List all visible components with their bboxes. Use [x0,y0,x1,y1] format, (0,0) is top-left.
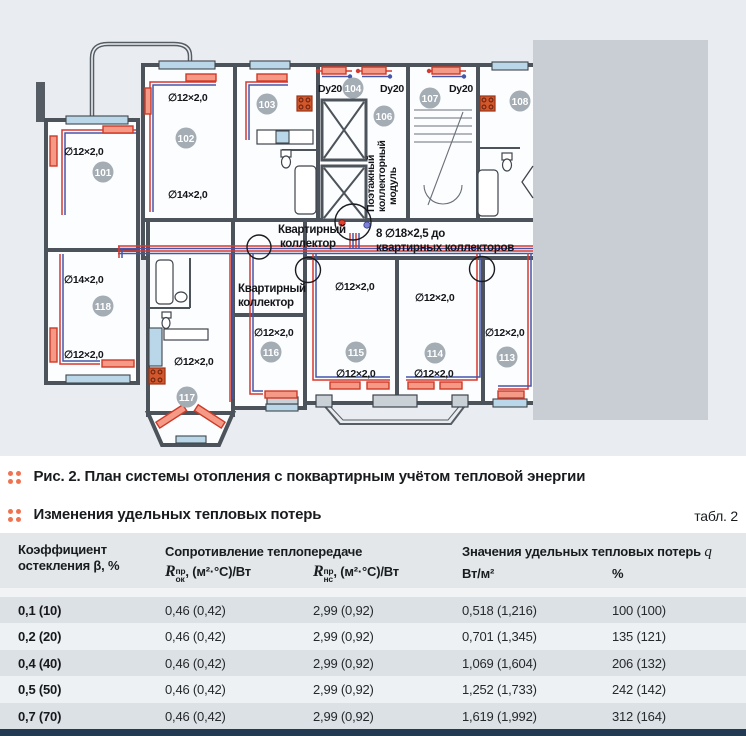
pipe-label: ∅12×2,0 [64,146,104,158]
room-badge-114 [425,343,446,364]
svg-text:114: 114 [426,349,444,360]
return-dot [364,222,370,228]
dy20-label: Dy20 [380,83,404,95]
stove-117 [149,368,165,384]
riser-note: 8 ∅18×2,5 до [376,228,446,240]
pipe-label: ∅12×2,0 [336,368,376,380]
table-cell: 0,46 (0,42) [165,629,226,645]
table-row [0,676,746,702]
table-row [0,623,746,649]
room-badge-113 [497,347,518,368]
table-cell: 2,99 (0,92) [313,629,374,645]
group-header-losses: Значения удельных тепловых потерь q [462,544,712,560]
svg-text:101: 101 [94,168,112,179]
room-badge-116 [261,342,282,363]
svg-text:106: 106 [375,112,393,123]
table-cell: 2,99 (0,92) [313,708,374,724]
svg-text:Поэтажный: Поэтажный [365,155,377,212]
table-body [0,597,746,729]
pipe-label: ∅12×2,0 [335,281,375,293]
apartment-collector-label: Квартирный [238,283,306,295]
bullet-dots-icon [8,509,21,522]
dy20-label: Dy20 [449,83,473,95]
table-row [0,650,746,676]
subheader-r-ns: R пр нс , (м²·°С)/Вт [313,563,399,584]
toilet-108 [503,159,512,171]
room-badge-107 [420,88,441,109]
table-cell: 0,7 (70) [18,708,62,724]
room-114 [397,258,483,403]
table-cell: 0,46 (0,42) [165,708,226,724]
svg-text:107: 107 [421,94,439,105]
table-cell: 0,2 (20) [18,629,62,645]
table-cell: 135 (121) [612,629,666,645]
table-cell: 2,99 (0,92) [313,655,374,671]
table-row [0,597,746,623]
table-cell: 0,46 (0,42) [165,655,226,671]
table-row [0,703,746,729]
pipe-label: ∅12×2,0 [254,327,294,339]
room-101 [46,120,138,250]
table-caption [8,506,321,523]
dy20-label: Dy20 [318,83,342,95]
subheader-wt-m2: Вт/м² [462,566,495,581]
figure-label: Рис. 2. [33,468,81,485]
room-115 [305,258,397,403]
svg-text:коллектор: коллектор [238,297,294,309]
table-cell: 206 (132) [612,655,666,671]
room-badge-118 [93,296,114,317]
svg-text:117: 117 [178,393,196,404]
table-cell: 0,518 (1,216) [462,603,537,618]
svg-text:118: 118 [94,302,112,313]
table-cell: 0,4 (40) [18,655,62,671]
table-cell: 100 (100) [612,603,666,618]
svg-text:103: 103 [258,100,276,111]
table-cell: 2,99 (0,92) [313,682,374,698]
subheader-percent: % [612,566,624,581]
table-cell: 1,619 (1,992) [462,708,537,724]
room-badge-104 [343,78,364,99]
bathtub-117 [156,260,173,304]
figure-caption [8,468,585,485]
footer-rule [0,729,746,736]
sink-117 [175,292,187,302]
table-title: Изменения удельных тепловых потерь [33,506,322,523]
pipe-label: ∅14×2,0 [168,189,208,201]
pipe-label: ∅12×2,0 [64,349,104,361]
caption-band [0,456,746,533]
room-badge-102 [176,128,197,149]
table-header: Коэффициент остекления β, % Сопротивление теплопередаче Значения удельных тепловых потерь q R пр ок , (м²·°С)/Вт R пр нс , (м²·°С)/Вт Вт/м² % [0,533,746,588]
svg-text:104: 104 [344,84,362,95]
covered-section-block [533,40,708,420]
pipe-label: ∅14×2,0 [64,274,104,286]
room-badge-103 [257,94,278,115]
table-cell: 0,1 (10) [18,603,62,618]
group-header-resistance: Сопротивление теплопередаче [165,544,363,559]
table-cell: 0,46 (0,42) [165,603,226,618]
table-cell: 0,701 (1,345) [462,629,537,645]
svg-text:115: 115 [347,348,365,359]
toilet-117 [162,318,170,329]
svg-text:коллектор: коллектор [280,238,336,250]
svg-text:модуль: модуль [387,167,399,205]
svg-text:116: 116 [262,348,280,359]
table-cell: 1,069 (1,604) [462,655,537,671]
table-cell: 242 (142) [612,682,666,698]
table-cell: 2,99 (0,92) [313,603,374,618]
pipe-label: ∅12×2,0 [415,292,455,304]
figure-title: План системы отопления с поквартирным учётом тепловой энергии [84,468,586,485]
svg-text:113: 113 [498,353,516,364]
svg-text:102: 102 [177,134,195,145]
pipe-label: ∅12×2,0 [174,356,214,368]
wall-stub [36,82,45,122]
bathtub-108 [478,170,498,216]
table-cell: 0,46 (0,42) [165,682,226,698]
table-gap [0,588,746,597]
apartment-collector-label: Квартирный [278,224,346,236]
room-badge-108 [510,91,531,112]
room-badge-101 [93,162,114,183]
col-header-glazing: Коэффициент [18,542,107,557]
svg-text:108: 108 [511,97,529,108]
room-badge-106 [374,106,395,127]
bathtub-103 [295,166,316,214]
bullet-dots-icon [8,471,21,484]
pipe-label: ∅12×2,0 [168,92,208,104]
elevator-shafts [322,100,366,220]
table-cell: 1,252 (1,733) [462,682,537,698]
room-badge-117 [177,387,198,408]
svg-text:квартирных коллекторов: квартирных коллекторов [376,242,515,254]
toilet-103 [282,156,291,168]
table-number-tag: табл. 2 [694,508,738,524]
room-badge-115 [346,342,367,363]
stove-103 [297,96,312,111]
pipe-label: ∅12×2,0 [414,368,454,380]
subheader-r-ok: R пр ок , (м²·°С)/Вт [165,563,251,584]
table-cell: 312 (164) [612,708,666,724]
table-cell: 0,5 (50) [18,682,62,698]
pipe-label: ∅12×2,0 [485,327,525,339]
stove-108 [480,96,495,111]
svg-text:коллекторный: коллекторный [376,140,388,212]
